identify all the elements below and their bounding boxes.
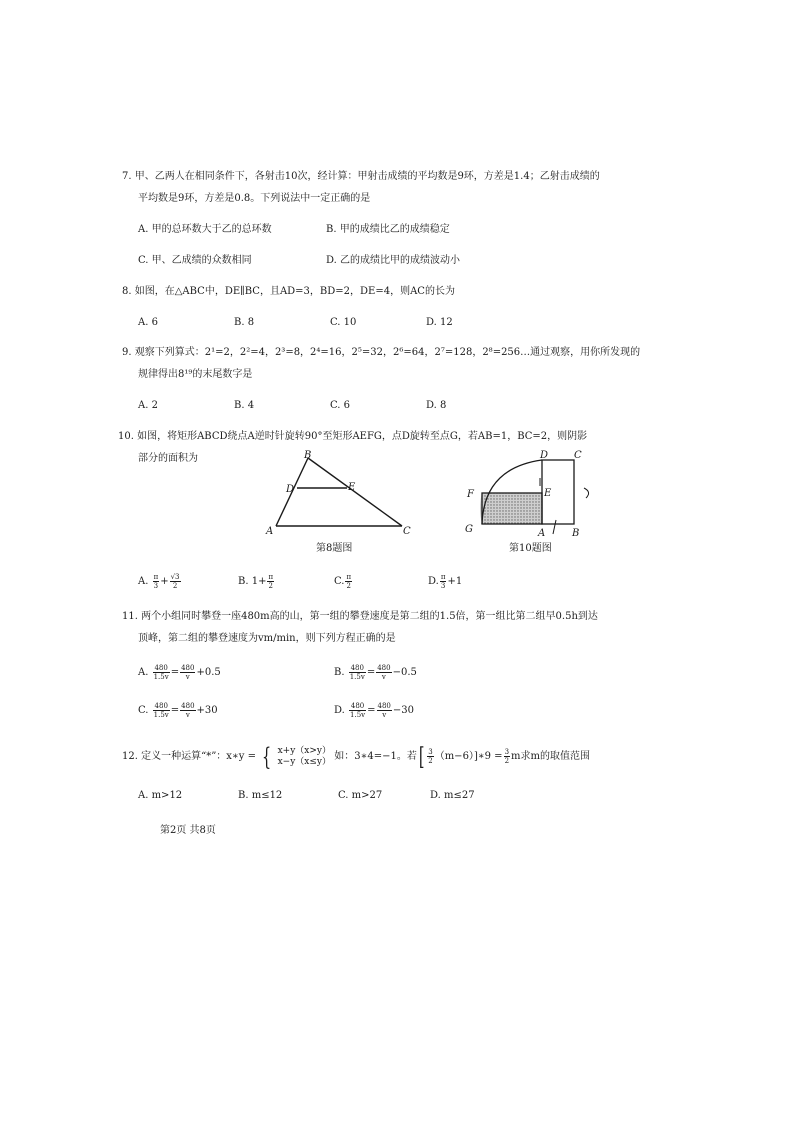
q10-b-prefix: B. 1+ — [238, 576, 267, 587]
fig10-label-c: C — [574, 450, 582, 461]
q10-option-c — [334, 572, 353, 592]
fig10-label-a: A — [538, 528, 546, 539]
q12-frac2 — [504, 748, 510, 765]
q10-a-frac1 — [153, 573, 160, 590]
q10-d-prefix: D. — [428, 576, 439, 587]
q11-d-f1n: 480 — [350, 702, 365, 710]
fig8-label-c: C — [403, 526, 411, 537]
q9-line2: 规律得出8¹⁹的末尾数字是 — [138, 369, 253, 380]
q10-line1: 10. 如图，将矩形ABCD绕点A逆时针旋转90°至矩形AEFG，点D旋转至点G，若AB=1，BC=2，则阴影 — [118, 431, 588, 442]
q12-option-b: B. m≤12 — [238, 790, 283, 801]
q10-a-plus: + — [160, 576, 169, 587]
q11-c-frac1 — [153, 702, 170, 719]
q9-option-d: D. 8 — [426, 400, 447, 411]
q11-c-f1n: 480 — [154, 702, 168, 710]
q11-a-frac2 — [180, 664, 195, 681]
fig10-shaded-region — [480, 493, 542, 524]
fig10-label-g: G — [465, 524, 473, 535]
q8-option-d: D. 12 — [426, 317, 453, 328]
q11-b-eq: = — [366, 667, 376, 678]
fig8-label-d: D — [286, 484, 295, 495]
q11-line1: 11. 两个小组同时攀登一座480m高的山，第一组的攀登速度是第二组的1.5倍，第一组比第二组早0.5h到达 — [122, 611, 598, 622]
q11-a-prefix: A. — [138, 667, 149, 678]
q11-a-f2n: 480 — [181, 664, 195, 672]
q11-b-frac1 — [349, 664, 366, 681]
figure-10-rectangles — [460, 450, 610, 540]
q12-mid3: ]∗9 = — [473, 751, 503, 762]
q11-a-frac1 — [153, 664, 170, 681]
fig8-caption: 第8题图 — [316, 543, 353, 554]
q10-c-fn: π — [346, 573, 352, 581]
q7-option-d: D. 乙的成绩比甲的成绩波动小 — [326, 255, 461, 266]
q10-b-frac — [267, 573, 274, 590]
q9-option-a: A. 2 — [138, 400, 158, 411]
q11-b-frac2 — [376, 664, 391, 681]
q11-option-c — [138, 700, 218, 722]
q7-line1: 7. 甲、乙两人在相同条件下，各射击10次，经计算：甲射击成绩的平均数是9环，方差是1.4；乙射击成绩的 — [122, 171, 600, 182]
q10-b-fn: π — [268, 573, 274, 581]
q11-d-frac2 — [377, 702, 392, 719]
q10-option-b — [238, 572, 275, 592]
fig10-label-b: B — [572, 528, 580, 539]
fig8-label-b: B — [304, 450, 312, 461]
q7-line2: 平均数是9环，方差是0.8。下列说法中一定正确的是 — [138, 193, 371, 204]
q10-d-fd: 3 — [440, 582, 446, 590]
q11-d-tail: −30 — [392, 705, 414, 716]
q12-f1n: 3 — [428, 748, 433, 756]
q11-b-prefix: B. — [334, 667, 345, 678]
q12-mid2: （m−6） — [434, 751, 474, 762]
q11-option-a — [138, 662, 221, 684]
q9-option-b: B. 4 — [234, 400, 255, 411]
q11-b-f2d: v — [381, 673, 386, 681]
q10-c-prefix: C. — [334, 576, 345, 587]
q12-f2d: 2 — [504, 757, 510, 765]
q10-a-f2n: √3 — [170, 573, 180, 581]
q12-frac1 — [427, 748, 433, 765]
q12-option-a: A. m>12 — [138, 790, 183, 801]
q10-d-suffix: +1 — [447, 576, 463, 587]
q11-c-f1d: 1.5v — [153, 711, 169, 719]
q12-cases — [278, 746, 331, 768]
q7-option-a: A. 甲的总环数大于乙的总环数 — [138, 224, 272, 235]
q12-f2n: 3 — [504, 748, 510, 756]
q11-a-tail: +0.5 — [196, 667, 221, 678]
q8-option-c: C. 10 — [330, 317, 357, 328]
q12-tail: m求m的取值范围 — [511, 751, 590, 762]
q11-d-f2n: 480 — [377, 702, 391, 710]
q10-c-frac — [345, 573, 352, 590]
fig8-label-a: A — [266, 526, 274, 537]
fig10-label-f: F — [467, 489, 474, 500]
q11-d-prefix: D. — [334, 705, 345, 716]
q10-a-f1n: π — [153, 573, 159, 581]
q11-b-f2n: 480 — [377, 664, 391, 672]
q11-c-prefix: C. — [138, 705, 149, 716]
q11-c-tail: +30 — [196, 705, 218, 716]
q11-option-d — [334, 700, 414, 722]
q10-a-frac2 — [170, 573, 181, 590]
q11-c-eq: = — [170, 705, 180, 716]
q11-d-f2d: v — [382, 711, 387, 719]
q11-b-tail: −0.5 — [392, 667, 417, 678]
q8-option-a: A. 6 — [138, 317, 158, 328]
q11-d-f1d: 1.5v — [350, 711, 366, 719]
q10-d-frac — [440, 573, 447, 590]
q12-case1: x+y（x>y） — [277, 745, 332, 756]
fig8-label-e: E — [348, 482, 356, 493]
q10-a-f1d: 3 — [153, 582, 159, 590]
q7-option-b: B. 甲的成绩比乙的成绩稳定 — [326, 224, 450, 235]
q10-option-a — [138, 572, 182, 592]
q11-d-frac1 — [349, 702, 366, 719]
q12-brace-icon: { — [262, 742, 272, 771]
q12-option-d: D. m≤27 — [430, 790, 475, 801]
q11-b-f1d: 1.5v — [349, 673, 365, 681]
q11-c-f2n: 480 — [181, 702, 195, 710]
q11-a-f2d: v — [185, 673, 190, 681]
q10-a-f2d: 2 — [172, 582, 178, 590]
q10-b-fd: 2 — [268, 582, 273, 590]
q10-option-d — [428, 572, 462, 592]
fig10-pencil-mark — [584, 488, 589, 498]
q11-b-f1n: 480 — [350, 664, 364, 672]
q12-lead: 12. 定义一种运算“*”：x∗y = — [122, 751, 256, 762]
q11-option-b — [334, 662, 417, 684]
q10-line2: 部分的面积为 — [138, 453, 198, 464]
fig10-label-d: D — [540, 450, 549, 461]
page-footer: 第2页 共8页 — [160, 825, 216, 836]
q12-bracket-icon: [ — [418, 742, 425, 771]
q11-line2: 顶峰，第二组的攀登速度为vm/min，则下列方程正确的是 — [138, 633, 396, 644]
fig10-caption: 第10题图 — [509, 543, 552, 554]
q8-text: 8. 如图，在△ABC中，DE∥BC，且AD=3，BD=2，DE=4，则AC的长为 — [122, 286, 455, 297]
fig10-tick-mark-2 — [553, 520, 556, 534]
q10-a-prefix: A. — [138, 576, 149, 587]
q11-c-f2d: v — [185, 711, 190, 719]
figure-8-triangle — [262, 450, 422, 540]
q12-mid: 如：3∗4=−1。若 — [334, 751, 417, 762]
q10-c-fd: 2 — [346, 582, 352, 590]
q11-a-f1n: 480 — [154, 664, 168, 672]
fig10-label-e: E — [544, 488, 552, 499]
q9-option-c: C. 6 — [330, 400, 351, 411]
q8-option-b: B. 8 — [234, 317, 255, 328]
q9-line1: 9. 观察下列算式：2¹=2，2²=4，2³=8，2⁴=16，2⁵=32，2⁶=64，2⁷=128，2⁸=256…通过观察，用你所发现的 — [122, 347, 641, 358]
q11-c-frac2 — [180, 702, 195, 719]
q12-case2: x−y（x≤y） — [277, 756, 332, 767]
q11-a-eq: = — [170, 667, 180, 678]
q10-d-fn: π — [440, 573, 446, 581]
q7-option-c: C. 甲、乙成绩的众数相同 — [138, 255, 252, 266]
q12-option-c: C. m>27 — [338, 790, 383, 801]
q11-a-f1d: 1.5v — [153, 673, 169, 681]
q12-text — [122, 742, 590, 772]
q12-f1d: 2 — [428, 757, 433, 765]
q11-d-eq: = — [367, 705, 376, 716]
